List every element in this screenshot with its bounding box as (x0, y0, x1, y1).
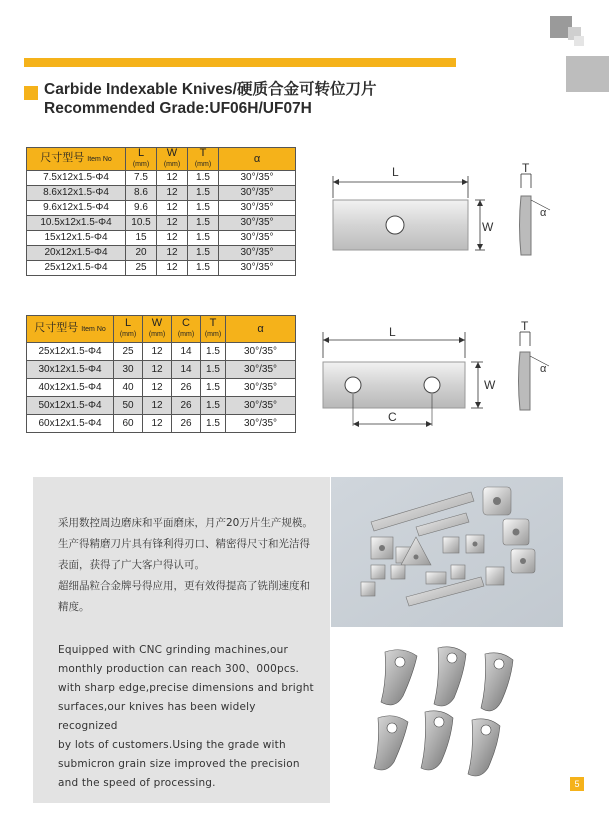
table-cell: 12 (143, 343, 172, 361)
label-w: W (484, 378, 496, 392)
table-row (27, 201, 296, 216)
table-cell: 12 (157, 246, 188, 261)
knife-diagram-2 (315, 318, 565, 433)
col-l-unit: (mm) (132, 161, 150, 168)
col-t-unit: (mm) (204, 331, 222, 338)
table-cell: 1.5 (201, 361, 226, 379)
table-cell: 10.5 (126, 216, 157, 231)
col-t-unit: (mm) (194, 161, 212, 168)
spec-table-2 (26, 315, 296, 433)
table-cell: 1.5 (188, 201, 219, 216)
table-cell: 30°/35° (226, 343, 296, 361)
label-c: C (388, 410, 397, 424)
table-row (27, 216, 296, 231)
table-cell: 7.5 (126, 171, 157, 186)
table-cell: 30°/35° (219, 261, 296, 276)
table-cell: 30°/35° (219, 171, 296, 186)
knife-profile (520, 196, 532, 255)
table-cell: 9.6x12x1.5-Φ4 (27, 201, 126, 216)
table-cell: 15x12x1.5-Φ4 (27, 231, 126, 246)
mount-hole (386, 216, 404, 234)
table-row (27, 343, 296, 361)
knife-body (323, 362, 465, 408)
table-cell: 12 (143, 379, 172, 397)
table-cell: 30°/35° (226, 397, 296, 415)
table-cell: 40 (114, 379, 143, 397)
spec-table-1 (26, 147, 296, 276)
table-cell: 26 (172, 379, 201, 397)
title-line-1: Carbide Indexable Knives/硬质合金可转位刀片 (44, 81, 377, 98)
label-t: T (522, 161, 530, 175)
en-line: submicron grain size improved the precision (58, 758, 300, 770)
en-line: and the speed of processing. (58, 777, 216, 789)
en-line: Equipped with CNC grinding machines,our (58, 644, 289, 656)
cn-line: 采用数控周边磨床和平面磨床，月产20万片生产规模。 (58, 517, 313, 529)
table-row (27, 415, 296, 433)
table-cell: 30 (114, 361, 143, 379)
table-cell: 30°/35° (219, 216, 296, 231)
table-cell: 7.5x12x1.5-Φ4 (27, 171, 126, 186)
table-cell: 8.6x12x1.5-Φ4 (27, 186, 126, 201)
table-cell: 1.5 (201, 379, 226, 397)
table-cell: 10.5x12x1.5-Φ4 (27, 216, 126, 231)
table-cell: 26 (172, 397, 201, 415)
table-cell: 12 (157, 261, 188, 276)
table-row (27, 186, 296, 201)
col-w-unit: (mm) (163, 161, 181, 168)
product-photo-inserts (331, 477, 563, 627)
table-cell: 14 (172, 343, 201, 361)
table-cell: 1.5 (201, 343, 226, 361)
table-cell: 20x12x1.5-Φ4 (27, 246, 126, 261)
table-cell: 12 (157, 186, 188, 201)
description-en (58, 641, 316, 793)
table-row (27, 397, 296, 415)
page-title (44, 80, 376, 118)
col-w: W (166, 147, 178, 159)
table-cell: 1.5 (188, 246, 219, 261)
table-cell: 20 (126, 246, 157, 261)
table-cell: 12 (143, 361, 172, 379)
label-w: W (482, 220, 494, 234)
table-row (27, 379, 296, 397)
table-cell: 50 (114, 397, 143, 415)
table-row (27, 246, 296, 261)
table-cell: 14 (172, 361, 201, 379)
en-line: monthly production can reach 300、000pcs. (58, 663, 300, 675)
knife-diagram-1 (325, 160, 565, 270)
table-cell: 15 (126, 231, 157, 246)
product-photo-profile-knives (360, 640, 550, 780)
table-row (27, 261, 296, 276)
table-cell: 9.6 (126, 201, 157, 216)
table-cell: 8.6 (126, 186, 157, 201)
en-line: surfaces,our knives has been widely recognized (58, 701, 256, 732)
col-l: L (137, 147, 145, 159)
col-item-cn: 尺寸型号 (40, 152, 85, 164)
page-number: 5 (570, 777, 584, 791)
col-item-cn: 尺寸型号 (34, 322, 79, 334)
table-header-row (27, 316, 296, 343)
label-t: T (521, 319, 529, 333)
col-alpha: α (219, 148, 296, 171)
table-cell: 30°/35° (219, 201, 296, 216)
table-cell: 50x12x1.5-Φ4 (27, 397, 114, 415)
cn-line: 生产得精磨刀片具有锋利得刃口、精密得尺寸和光洁得 (58, 538, 310, 550)
col-l-unit: (mm) (119, 331, 137, 338)
title-marker (24, 86, 38, 100)
label-alpha: α (540, 207, 547, 219)
table-cell: 25x12x1.5-Φ4 (27, 261, 126, 276)
table-cell: 1.5 (201, 397, 226, 415)
table-cell: 1.5 (188, 216, 219, 231)
header-accent-bar (24, 58, 456, 67)
cn-line: 表面，获得了广大客户得认可。 (58, 559, 205, 571)
col-t: T (209, 317, 217, 329)
deco-square-3 (574, 36, 584, 46)
mount-hole-left (345, 377, 361, 393)
table-cell: 12 (143, 397, 172, 415)
label-l: L (389, 325, 396, 339)
table-header-row (27, 148, 296, 171)
col-item-en: Item No (81, 326, 106, 333)
table-cell: 30°/35° (226, 415, 296, 433)
label-l: L (392, 165, 399, 179)
table-cell: 30°/35° (219, 246, 296, 261)
table-cell: 25 (114, 343, 143, 361)
table-cell: 60x12x1.5-Φ4 (27, 415, 114, 433)
table-cell: 12 (143, 415, 172, 433)
table-row (27, 361, 296, 379)
table-cell: 30x12x1.5-Φ4 (27, 361, 114, 379)
table-cell: 26 (172, 415, 201, 433)
table-cell: 30°/35° (226, 379, 296, 397)
col-t: T (199, 147, 207, 159)
table-cell: 1.5 (188, 231, 219, 246)
table-cell: 25x12x1.5-Φ4 (27, 343, 114, 361)
col-l: L (124, 317, 132, 329)
en-line: with sharp edge,precise dimensions and bright (58, 682, 314, 694)
table-cell: 12 (157, 171, 188, 186)
table-cell: 1.5 (188, 261, 219, 276)
col-c: C (182, 317, 190, 329)
table-cell: 12 (157, 201, 188, 216)
table-cell: 1.5 (201, 415, 226, 433)
table-cell: 30°/35° (219, 186, 296, 201)
table-row (27, 231, 296, 246)
table-cell: 25 (126, 261, 157, 276)
col-alpha: α (226, 316, 296, 343)
table-cell: 60 (114, 415, 143, 433)
deco-square-4 (566, 56, 609, 92)
col-item-en: Item No (87, 156, 112, 163)
cn-line: 精度。 (58, 601, 90, 613)
description-cn (58, 513, 316, 618)
col-c-unit: (mm) (177, 331, 195, 338)
cn-line: 超细晶粒合金牌号得应用，更有效得提高了铣削速度和 (58, 580, 310, 592)
mount-hole-right (424, 377, 440, 393)
table-cell: 40x12x1.5-Φ4 (27, 379, 114, 397)
col-w-unit: (mm) (148, 331, 166, 338)
table-cell: 12 (157, 216, 188, 231)
table-cell: 1.5 (188, 171, 219, 186)
table-cell: 1.5 (188, 186, 219, 201)
table-cell: 12 (157, 231, 188, 246)
title-line-2: Recommended Grade:UF06H/UF07H (44, 100, 312, 117)
table-cell: 30°/35° (226, 361, 296, 379)
table-cell: 30°/35° (219, 231, 296, 246)
knife-profile (519, 352, 531, 410)
en-line: by lots of customers.Using the grade with (58, 739, 286, 751)
table-row (27, 171, 296, 186)
profile-knives (374, 647, 513, 776)
label-alpha: α (540, 363, 547, 375)
col-w: W (151, 317, 163, 329)
